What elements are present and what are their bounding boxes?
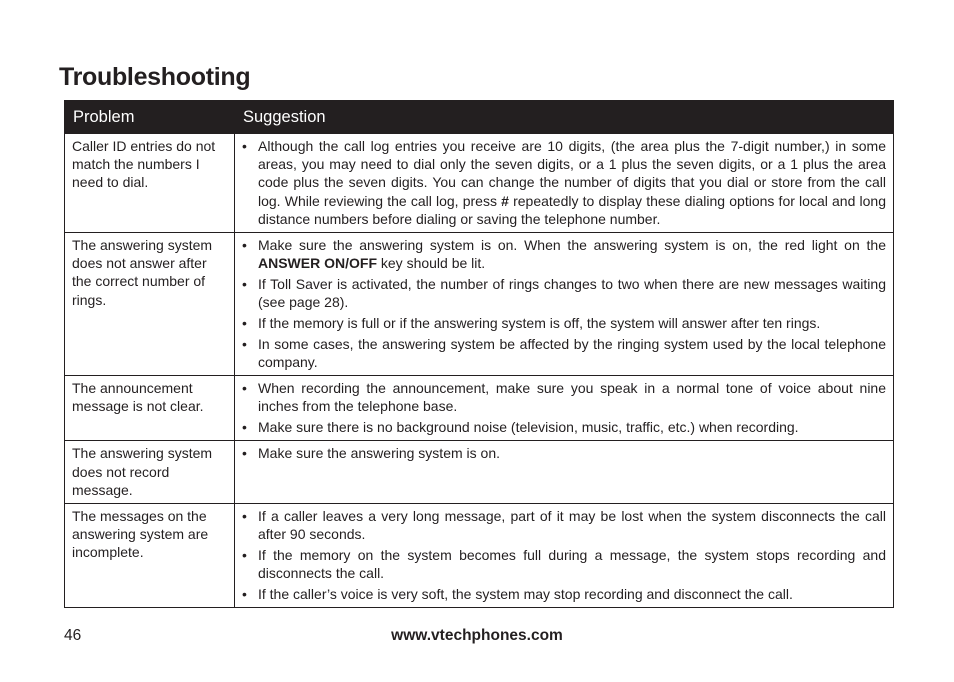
page-title: Troubleshooting bbox=[59, 63, 251, 91]
suggestion-list bbox=[242, 379, 886, 436]
column-header-problem: Problem bbox=[65, 101, 235, 134]
suggestion-item bbox=[242, 585, 886, 603]
suggestion-text: If the caller’s voice is very soft, the system may stop recording and disconnect the call. bbox=[258, 586, 793, 603]
suggestion-cell bbox=[235, 376, 894, 441]
suggestion-list bbox=[242, 444, 886, 462]
suggestion-cell bbox=[235, 233, 894, 376]
suggestion-list bbox=[242, 507, 886, 603]
problem-cell: The answering system does not record message. bbox=[65, 441, 235, 504]
suggestion-list bbox=[242, 236, 886, 371]
suggestion-item bbox=[242, 379, 886, 415]
suggestion-text: key should be lit. bbox=[377, 255, 486, 272]
problem-cell: The answering system does not answer after the correct number of rings. bbox=[65, 233, 235, 376]
suggestion-item bbox=[242, 507, 886, 543]
key-label: ANSWER ON/OFF bbox=[258, 255, 377, 272]
table-row bbox=[65, 134, 894, 233]
suggestion-item bbox=[242, 444, 886, 462]
suggestion-text: If the memory on the system becomes full during a message, the system stops recording and disconnects the call. bbox=[258, 547, 886, 582]
footer-url: www.vtechphones.com bbox=[391, 627, 563, 644]
table-row bbox=[65, 504, 894, 608]
troubleshooting-table bbox=[64, 100, 894, 608]
suggestion-text: If the memory is full or if the answering system is off, the system will answer after ten rings. bbox=[258, 315, 821, 332]
problem-cell: The messages on the answering system are incomplete. bbox=[65, 504, 235, 608]
suggestion-text: Although the call log entries you receive are 10 digits, (the area plus the 7-digit number,) in some areas, you may need to dial only the seven digits, or a 1 plus the seven digits, or a 1 plus the area code plus the seven digits. You can change the number of digits that you dial or store from the call log. While reviewing the call log, press bbox=[258, 138, 886, 209]
suggestion-text: Make sure the answering system is on. bbox=[258, 445, 500, 462]
suggestion-text: Make sure the answering system is on. When the answering system is on, the red light on the bbox=[258, 237, 886, 254]
suggestion-list bbox=[242, 137, 886, 228]
suggestion-item bbox=[242, 137, 886, 228]
suggestion-item bbox=[242, 418, 886, 436]
problem-cell: Caller ID entries do not match the numbers I need to dial. bbox=[65, 134, 235, 233]
problem-cell: The announcement message is not clear. bbox=[65, 376, 235, 441]
column-header-suggestion: Suggestion bbox=[235, 101, 894, 134]
table-header-row bbox=[65, 101, 894, 134]
suggestion-item bbox=[242, 546, 886, 582]
suggestion-item bbox=[242, 314, 886, 332]
suggestion-cell bbox=[235, 441, 894, 504]
suggestion-cell bbox=[235, 504, 894, 608]
key-label: # bbox=[501, 192, 509, 209]
table-row bbox=[65, 376, 894, 441]
table-row bbox=[65, 233, 894, 376]
suggestion-text: If a caller leaves a very long message, part of it may be lost when the system disconnects the call after 90 seconds. bbox=[258, 508, 886, 543]
suggestion-text: Make sure there is no background noise (television, music, traffic, etc.) when recording. bbox=[258, 419, 799, 436]
suggestion-cell bbox=[235, 134, 894, 233]
table-row bbox=[65, 441, 894, 504]
suggestion-text: repeatedly to display these dialing options for local and long distance numbers before dialing or saving the telephone number. bbox=[258, 192, 886, 227]
table-body bbox=[65, 134, 894, 608]
suggestion-text: When recording the announcement, make sure you speak in a normal tone of voice about nine inches from the telephone base. bbox=[258, 380, 886, 415]
suggestion-text: In some cases, the answering system be affected by the ringing system used by the local telephone company. bbox=[258, 335, 886, 371]
suggestion-item bbox=[242, 236, 886, 272]
page-number: 46 bbox=[64, 627, 82, 644]
suggestion-item bbox=[242, 335, 886, 371]
suggestion-item bbox=[242, 275, 886, 311]
suggestion-text: If Toll Saver is activated, the number of rings changes to two when there are new messages waiting (see page 28). bbox=[258, 276, 886, 311]
